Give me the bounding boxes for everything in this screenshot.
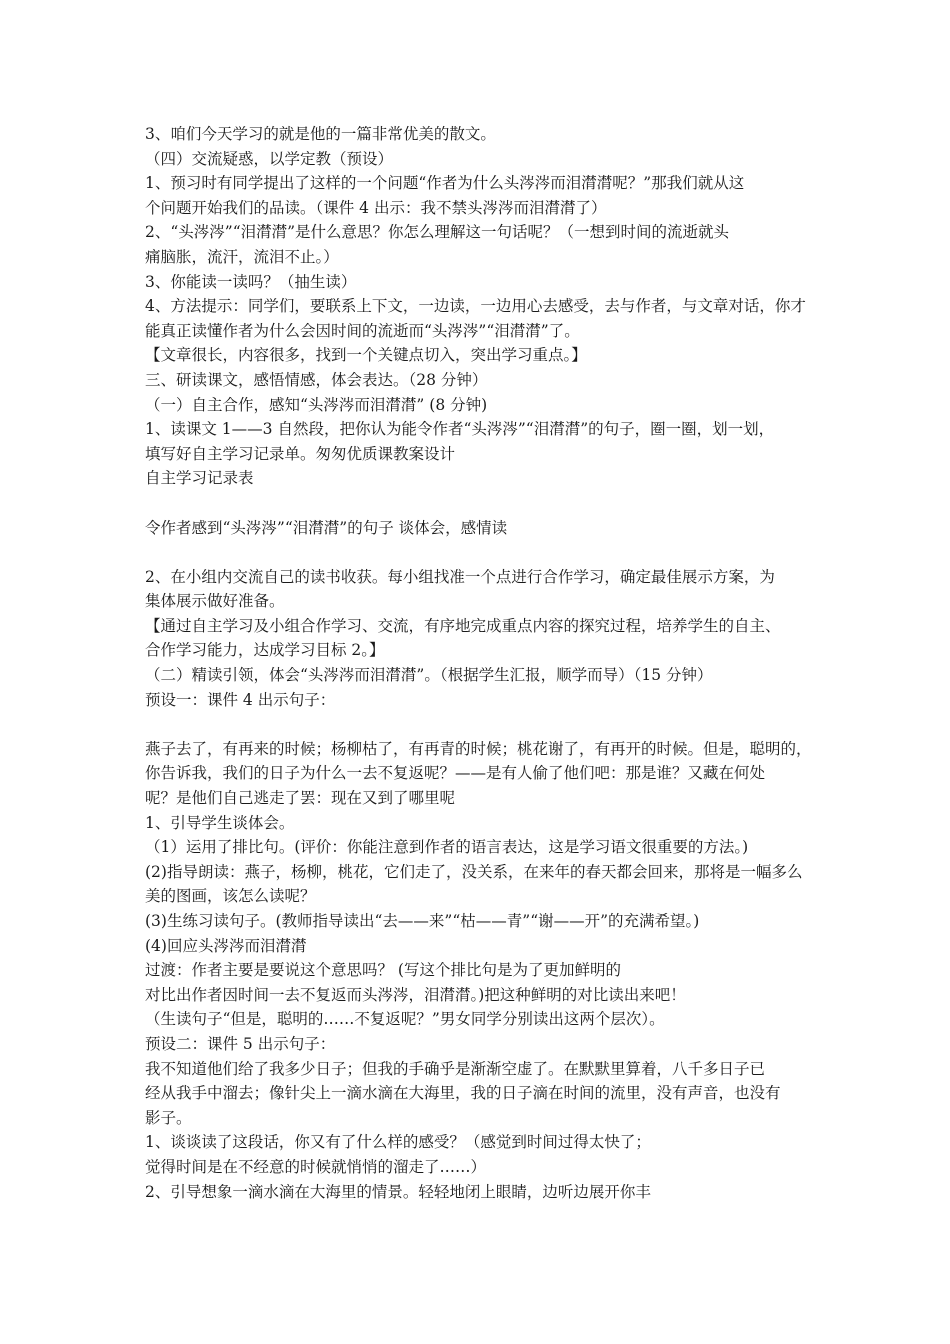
text-line: （四）交流疑惑，以学定教（预设） xyxy=(145,149,394,168)
text-line: 影子。 xyxy=(145,1108,192,1127)
text-line: (2)指导朗读：燕子，杨柳，桃花，它们走了，没关系，在来年的春天都会回来，那将是一幅多么 xyxy=(145,862,803,881)
text-line: （1）运用了排比句。(评价：你能注意到作者的语言表达，这是学习语文很重要的方法。) xyxy=(145,838,749,857)
text-line: 对比出作者因时间一去不复返而头涔涔，泪潸潸。)把这种鲜明的对比读出来吧！ xyxy=(145,985,686,1004)
text-line: 燕子去了，有再来的时候；杨柳枯了，有再青的时候；桃花谢了，有再开的时候。但是，聪明的， xyxy=(145,739,812,758)
text-line: (4)回应头涔涔而泪潸潸 xyxy=(145,936,307,955)
text-line: 1、引导学生谈体会。 xyxy=(145,813,295,832)
text-line: 2、在小组内交流自己的读书收获。每小组找准一个点进行合作学习，确定最佳展示方案，为 xyxy=(145,567,775,586)
text-line: （一）自主合作，感知“头涔涔而泪潸潸” (8 分钟) xyxy=(145,395,488,414)
text-line: 觉得时间是在不经意的时候就悄悄的溜走了……） xyxy=(145,1157,487,1176)
text-line: 三、研读课文，感悟情感，体会表达。（28 分钟） xyxy=(145,370,488,389)
text-line: 集体展示做好准备。 xyxy=(145,592,285,611)
text-line: 3、咱们今天学习的就是他的一篇非常优美的散文。 xyxy=(145,125,496,143)
text-line: 合作学习能力，达成学习目标 2。】 xyxy=(145,641,385,660)
text-line: 痛脑胀，流汗，流泪不止。） xyxy=(145,247,339,266)
text-line: 4、方法提示：同学们，要联系上下文，一边读，一边用心去感受，去与作者，与文章对话，你才 xyxy=(145,297,806,316)
text-line: 我不知道他们给了我多少日子；但我的手确乎是渐渐空虚了。在默默里算着，八千多日子已 xyxy=(145,1059,766,1078)
text-line: 你告诉我，我们的日子为什么一去不复返呢？——是有人偷了他们吧：那是谁？又藏在何处 xyxy=(145,764,766,783)
document-body xyxy=(145,122,815,1204)
blank-line xyxy=(145,540,815,565)
text-line: 自主学习记录表 xyxy=(145,469,254,488)
text-line: 1、读课文 1——3 自然段，把你认为能令作者“头涔涔”“泪潸潸”的句子，圈一圈，划一划， xyxy=(145,420,775,439)
text-line: 1、谈谈读了这段话，你又有了什么样的感受？（感觉到时间过得太快了； xyxy=(145,1133,651,1152)
text-line: 2、“头涔涔”“泪潸潸”是什么意思？你怎么理解这一句话呢？（一想到时间的流逝就头 xyxy=(145,223,730,242)
text-line: 呢？是他们自己逃走了罢：现在又到了哪里呢 xyxy=(145,789,456,808)
text-line: 美的图画，该怎么读呢？ xyxy=(145,887,316,906)
text-line: 3、你能读一读吗？（抽生读） xyxy=(145,272,357,291)
text-line: 填写好自主学习记录单。匆匆优质课教案设计 xyxy=(145,444,456,463)
text-line: 预设二：课件 5 出示句子： xyxy=(145,1034,336,1053)
text-line: （生读句子“但是，聪明的……不复返呢？”男女同学分别读出这两个层次）。 xyxy=(145,1010,665,1029)
text-line: （二）精读引领，体会“头涔涔而泪潸潸”。（根据学生汇报，顺学而导）（15 分钟） xyxy=(145,666,713,685)
text-line: 令作者感到“头涔涔”“泪潸潸”的句子 谈体会，感情读 xyxy=(145,518,508,537)
text-line: 预设一：课件 4 出示句子： xyxy=(145,690,336,709)
text-line: 【通过自主学习及小组合作学习、交流，有序地完成重点内容的探究过程，培养学生的自主、 xyxy=(145,616,781,635)
text-line: 1、预习时有同学提出了这样的一个问题“作者为什么头涔涔而泪潸潸呢？”那我们就从这 xyxy=(145,174,745,193)
text-line: 【文章很长，内容很多，找到一个关键点切入，突出学习重点。】 xyxy=(145,346,587,365)
text-line: 2、引导想象一滴水滴在大海里的情景。轻轻地闭上眼睛，边听边展开你丰 xyxy=(145,1182,651,1201)
text-line: 过渡：作者主要是要说这个意思吗？ (写这个排比句是为了更加鲜明的 xyxy=(145,961,621,980)
text-line: 经从我手中溜去；像针尖上一滴水滴在大海里，我的日子滴在时间的流里，没有声音，也没有 xyxy=(145,1084,781,1103)
blank-line xyxy=(145,491,815,516)
text-line: (3)生练习读句子。(教师指导读出“去——来”“枯——青”“谢——开”的充满希望。) xyxy=(145,912,700,930)
text-line: 个问题开始我们的品读。（课件 4 出示：我不禁头涔涔而泪潸潸了） xyxy=(145,198,607,217)
blank-line xyxy=(145,712,815,737)
text-line: 能真正读懂作者为什么会因时间的流逝而“头涔涔”“泪潸潸”了。 xyxy=(145,321,580,340)
